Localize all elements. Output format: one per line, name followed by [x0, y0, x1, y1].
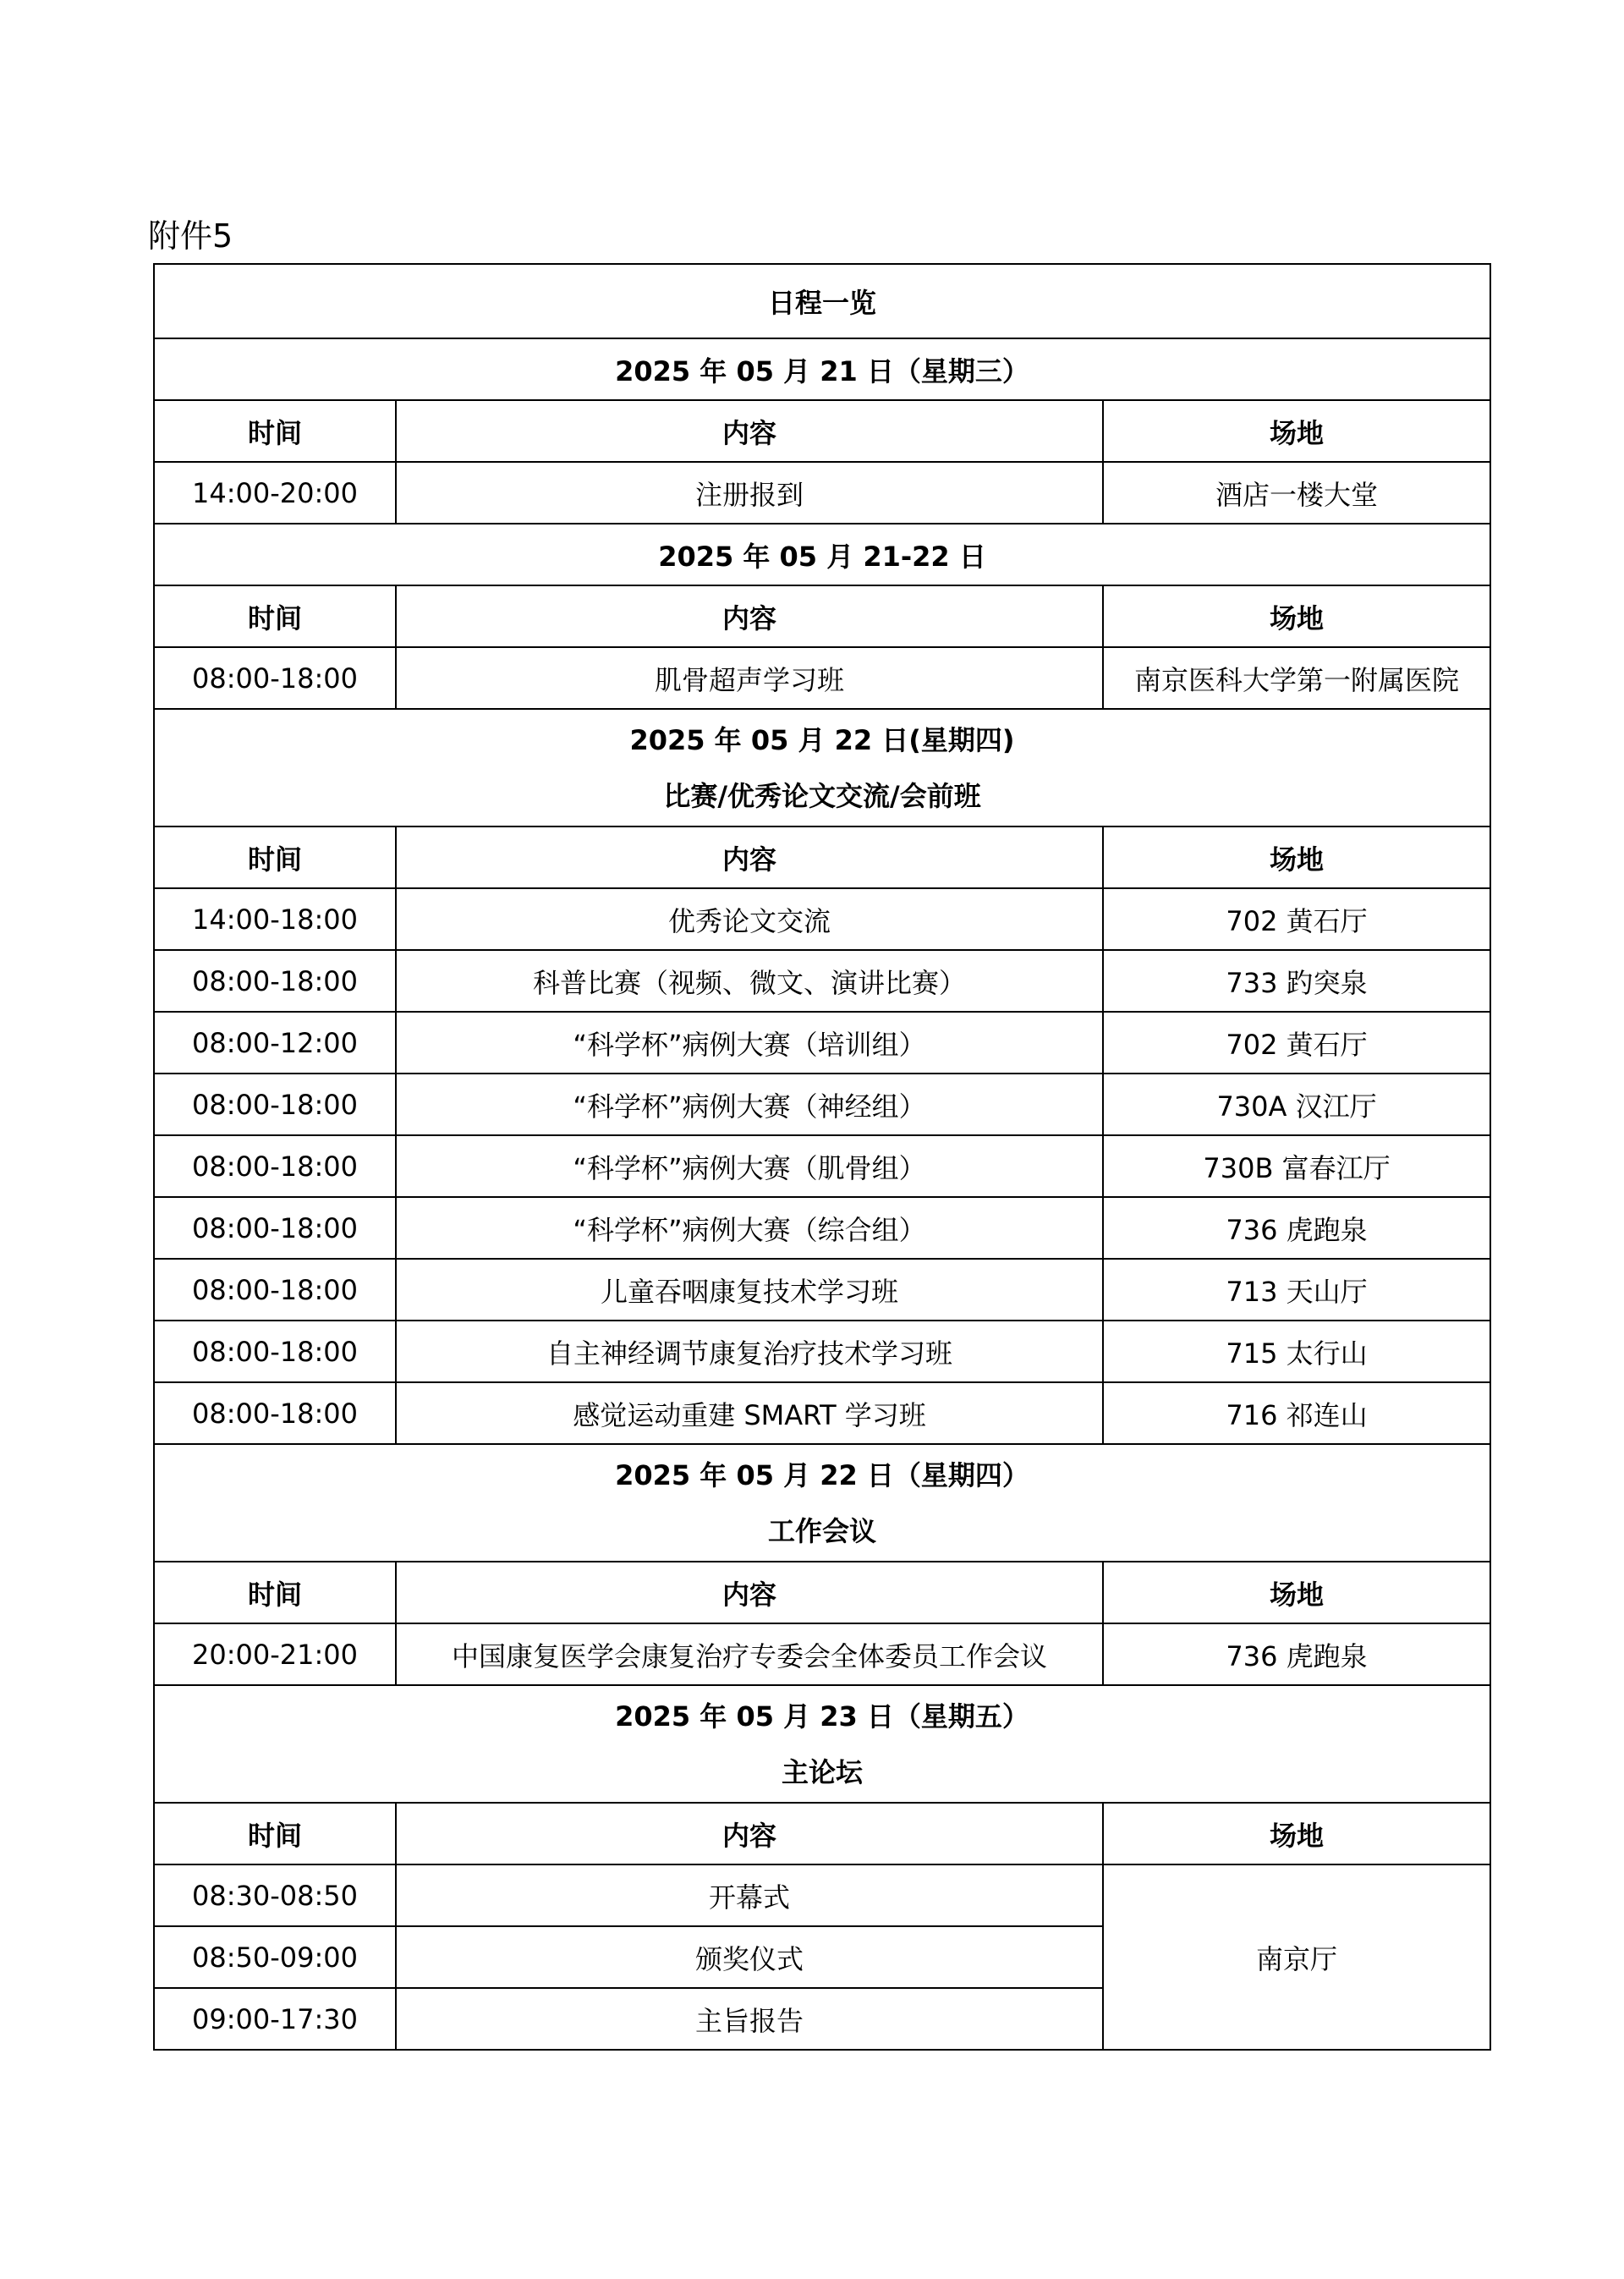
table-row: [154, 647, 1490, 709]
row-content: 感觉运动重建 SMART 学习班: [396, 1382, 1103, 1444]
attachment-label: 附件5: [148, 217, 233, 255]
row-content: “科学杯”病例大赛（综合组）: [396, 1197, 1103, 1259]
row-venue: 715 太行山: [1103, 1321, 1490, 1382]
row-venue: 730B 富春江厅: [1103, 1135, 1490, 1197]
row-time: 20:00-21:00: [154, 1623, 396, 1685]
row-content: 注册报到: [396, 462, 1103, 524]
row-venue: 730A 汉江厅: [1103, 1074, 1490, 1135]
table-row: [154, 1135, 1490, 1197]
row-time: 08:00-12:00: [154, 1012, 396, 1074]
row-content: 科普比赛（视频、微文、演讲比赛）: [396, 950, 1103, 1012]
header-venue: 场地: [1103, 1562, 1490, 1623]
row-time: 14:00-20:00: [154, 462, 396, 524]
row-time: 14:00-18:00: [154, 888, 396, 950]
row-time: 08:00-18:00: [154, 1259, 396, 1321]
row-content: 主旨报告: [396, 1988, 1103, 2050]
section-date: 2025 年 05 月 22 日（星期四）: [615, 1458, 1029, 1491]
header-venue: 场地: [1103, 400, 1490, 462]
row-content: 自主神经调节康复治疗技术学习班: [396, 1321, 1103, 1382]
section-subtitle: 工作会议: [768, 1514, 877, 1547]
row-time: 08:00-18:00: [154, 1382, 396, 1444]
row-content: “科学杯”病例大赛（神经组）: [396, 1074, 1103, 1135]
header-content: 内容: [396, 1562, 1103, 1623]
section-date: 2025 年 05 月 21 日（星期三）: [154, 338, 1490, 400]
table-row: [154, 1074, 1490, 1135]
section-heading: [154, 709, 1490, 826]
table-row: [154, 1321, 1490, 1382]
row-content: 肌骨超声学习班: [396, 647, 1103, 709]
table-row: [154, 1864, 1490, 1926]
header-content: 内容: [396, 826, 1103, 888]
header-content: 内容: [396, 1803, 1103, 1864]
row-time: 09:00-17:30: [154, 1988, 396, 2050]
row-content: 颁奖仪式: [396, 1926, 1103, 1988]
row-content: 儿童吞咽康复技术学习班: [396, 1259, 1103, 1321]
row-time: 08:00-18:00: [154, 1321, 396, 1382]
row-time: 08:30-08:50: [154, 1864, 396, 1926]
header-content: 内容: [396, 585, 1103, 647]
section-date: 2025 年 05 月 22 日(星期四): [629, 723, 1015, 756]
row-venue: 736 虎跑泉: [1103, 1623, 1490, 1685]
schedule-table: [153, 263, 1491, 2051]
header-venue: 场地: [1103, 585, 1490, 647]
section-date: 2025 年 05 月 21-22 日: [154, 524, 1490, 585]
section-heading: [154, 1685, 1490, 1803]
schedule-title: 日程一览: [154, 264, 1490, 338]
row-time: 08:00-18:00: [154, 950, 396, 1012]
row-content: 优秀论文交流: [396, 888, 1103, 950]
row-venue: 702 黄石厅: [1103, 888, 1490, 950]
table-row: [154, 1197, 1490, 1259]
row-venue: 716 祁连山: [1103, 1382, 1490, 1444]
section-subtitle: 主论坛: [782, 1755, 864, 1788]
row-venue: 713 天山厅: [1103, 1259, 1490, 1321]
row-time: 08:00-18:00: [154, 1135, 396, 1197]
table-row: [154, 950, 1490, 1012]
header-time: 时间: [154, 1803, 396, 1864]
header-time: 时间: [154, 585, 396, 647]
section-heading: [154, 1444, 1490, 1562]
table-row: [154, 1259, 1490, 1321]
header-time: 时间: [154, 1562, 396, 1623]
header-time: 时间: [154, 826, 396, 888]
row-time: 08:50-09:00: [154, 1926, 396, 1988]
row-venue: 南京厅: [1103, 1864, 1490, 2050]
table-row: [154, 1623, 1490, 1685]
row-venue: 733 趵突泉: [1103, 950, 1490, 1012]
header-time: 时间: [154, 400, 396, 462]
row-time: 08:00-18:00: [154, 1074, 396, 1135]
header-venue: 场地: [1103, 1803, 1490, 1864]
row-venue: 酒店一楼大堂: [1103, 462, 1490, 524]
section-subtitle: 比赛/优秀论文交流/会前班: [663, 779, 981, 812]
table-row: [154, 1382, 1490, 1444]
row-venue: 702 黄石厅: [1103, 1012, 1490, 1074]
section-date: 2025 年 05 月 23 日（星期五）: [615, 1700, 1029, 1733]
table-row: [154, 462, 1490, 524]
row-content: 开幕式: [396, 1864, 1103, 1926]
header-content: 内容: [396, 400, 1103, 462]
table-row: [154, 1012, 1490, 1074]
row-content: “科学杯”病例大赛（培训组）: [396, 1012, 1103, 1074]
table-row: [154, 888, 1490, 950]
row-content: 中国康复医学会康复治疗专委会全体委员工作会议: [396, 1623, 1103, 1685]
row-time: 08:00-18:00: [154, 1197, 396, 1259]
row-time: 08:00-18:00: [154, 647, 396, 709]
header-venue: 场地: [1103, 826, 1490, 888]
row-venue: 南京医科大学第一附属医院: [1103, 647, 1490, 709]
row-content: “科学杯”病例大赛（肌骨组）: [396, 1135, 1103, 1197]
row-venue: 736 虎跑泉: [1103, 1197, 1490, 1259]
